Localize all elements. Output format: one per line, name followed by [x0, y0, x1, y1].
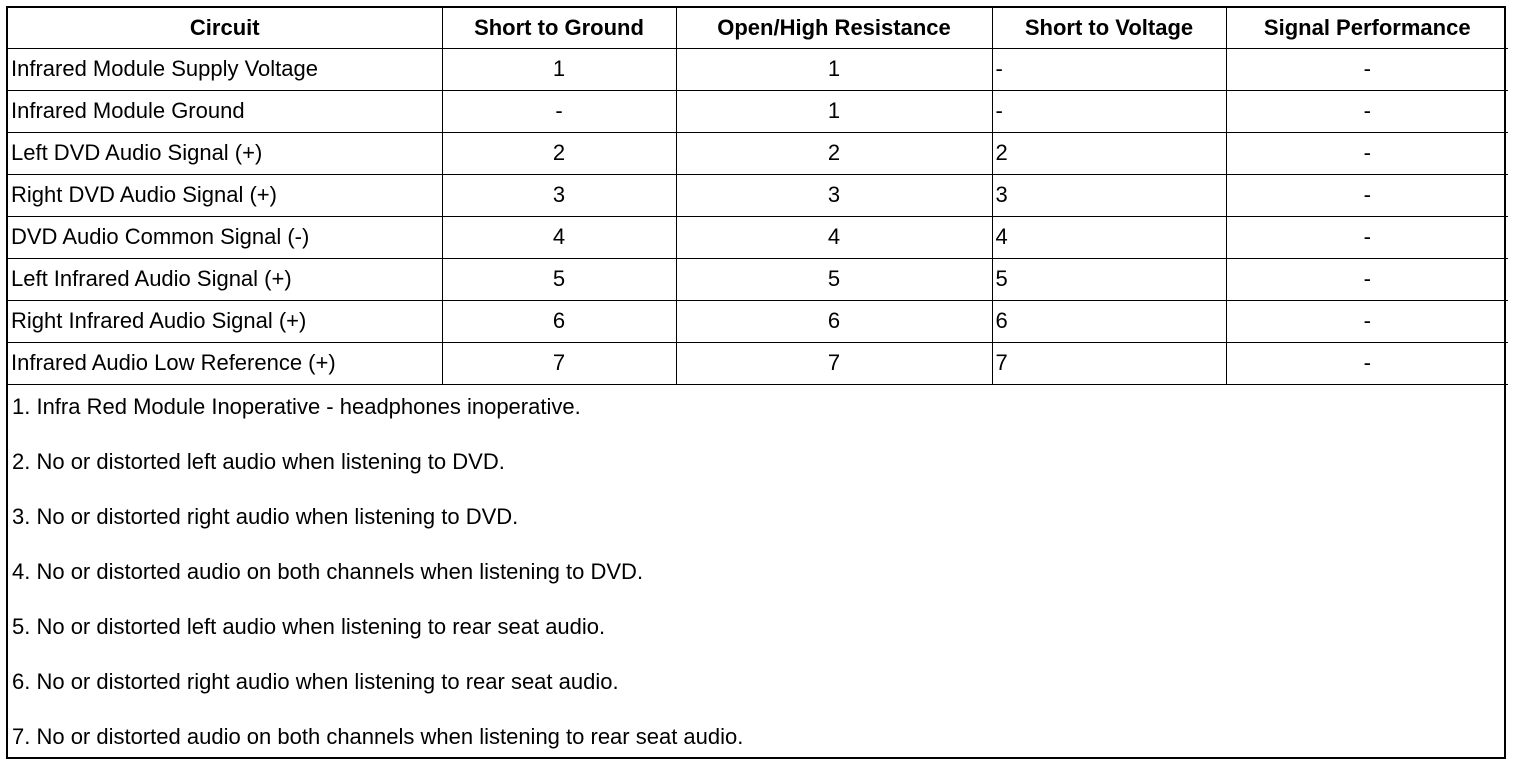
table-row	[8, 174, 1508, 216]
circuit-cell: Left DVD Audio Signal (+)	[8, 132, 442, 174]
signal-performance-cell: -	[1226, 216, 1508, 258]
short-to-voltage-cell: 4	[992, 216, 1226, 258]
short-to-ground-cell: 4	[442, 216, 676, 258]
circuit-cell: Infrared Module Ground	[8, 90, 442, 132]
short-to-voltage-cell: 6	[992, 300, 1226, 342]
circuit-cell: Infrared Audio Low Reference (+)	[8, 342, 442, 384]
open-high-resistance-cell: 1	[676, 90, 992, 132]
table-row	[8, 216, 1508, 258]
footnote: 7. No or distorted audio on both channels when listening to rear seat audio.	[12, 723, 744, 749]
short-to-voltage-cell: -	[992, 48, 1226, 90]
short-to-ground-cell: 6	[442, 300, 676, 342]
circuit-cell: Left Infrared Audio Signal (+)	[8, 258, 442, 300]
short-to-ground-cell: 3	[442, 174, 676, 216]
table-row	[8, 258, 1508, 300]
signal-performance-cell: -	[1226, 48, 1508, 90]
footnote: 2. No or distorted left audio when listening to DVD.	[12, 448, 505, 474]
open-high-resistance-cell: 6	[676, 300, 992, 342]
open-high-resistance-cell: 7	[676, 342, 992, 384]
table-row	[8, 300, 1508, 342]
circuit-cell: Right DVD Audio Signal (+)	[8, 174, 442, 216]
header-circuit: Circuit	[8, 8, 442, 48]
footnote: 3. No or distorted right audio when listening to DVD.	[12, 503, 519, 529]
circuit-cell: Right Infrared Audio Signal (+)	[8, 300, 442, 342]
short-to-voltage-cell: 3	[992, 174, 1226, 216]
short-to-ground-cell: 2	[442, 132, 676, 174]
open-high-resistance-cell: 4	[676, 216, 992, 258]
table-row	[8, 342, 1508, 384]
short-to-ground-cell: -	[442, 90, 676, 132]
header-open-high-resistance: Open/High Resistance	[676, 8, 992, 48]
footnotes	[8, 385, 1504, 770]
header-row	[8, 8, 1508, 48]
short-to-voltage-cell: 2	[992, 132, 1226, 174]
table-row	[8, 48, 1508, 90]
table-row	[8, 132, 1508, 174]
diagnostic-table-frame	[6, 6, 1506, 759]
short-to-ground-cell: 7	[442, 342, 676, 384]
footnote: 4. No or distorted audio on both channels when listening to DVD.	[12, 558, 644, 584]
open-high-resistance-cell: 1	[676, 48, 992, 90]
open-high-resistance-cell: 3	[676, 174, 992, 216]
short-to-voltage-cell: 7	[992, 342, 1226, 384]
circuit-cell: Infrared Module Supply Voltage	[8, 48, 442, 90]
table-row	[8, 90, 1508, 132]
signal-performance-cell: -	[1226, 174, 1508, 216]
short-to-voltage-cell: -	[992, 90, 1226, 132]
signal-performance-cell: -	[1226, 300, 1508, 342]
signal-performance-cell: -	[1226, 90, 1508, 132]
short-to-ground-cell: 5	[442, 258, 676, 300]
short-to-ground-cell: 1	[442, 48, 676, 90]
header-short-to-voltage: Short to Voltage	[992, 8, 1226, 48]
footnote: 5. No or distorted left audio when listening to rear seat audio.	[12, 613, 606, 639]
signal-performance-cell: -	[1226, 258, 1508, 300]
header-short-to-ground: Short to Ground	[442, 8, 676, 48]
signal-performance-cell: -	[1226, 342, 1508, 384]
footnote: 1. Infra Red Module Inoperative - headphones inoperative.	[12, 393, 581, 419]
short-to-voltage-cell: 5	[992, 258, 1226, 300]
signal-performance-cell: -	[1226, 132, 1508, 174]
circuit-cell: DVD Audio Common Signal (-)	[8, 216, 442, 258]
header-signal-performance: Signal Performance	[1226, 8, 1508, 48]
open-high-resistance-cell: 5	[676, 258, 992, 300]
circuit-fault-table	[8, 8, 1508, 385]
footnote: 6. No or distorted right audio when listening to rear seat audio.	[12, 668, 619, 694]
open-high-resistance-cell: 2	[676, 132, 992, 174]
